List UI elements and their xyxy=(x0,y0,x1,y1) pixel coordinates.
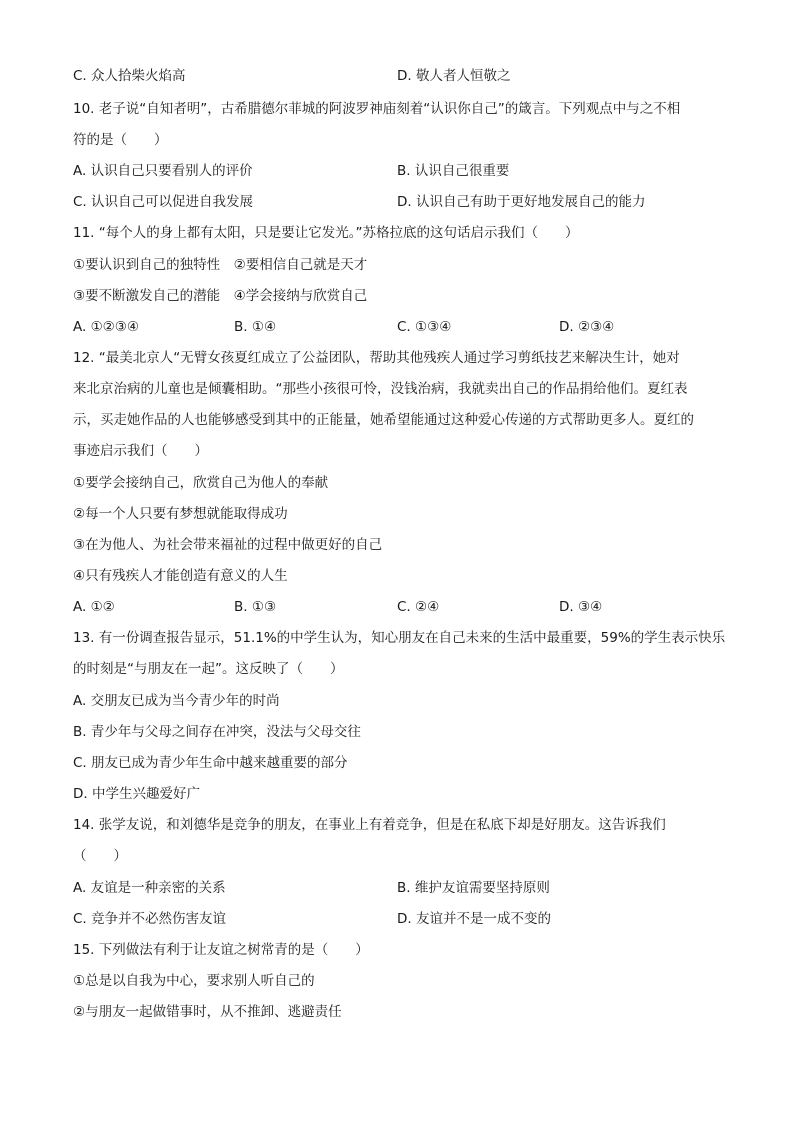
q13-stem-line1: 13. 有一份调查报告显示，51.1%的中学生认为，知心朋友在自己未来的生活中最重要，59%的学生表示快乐 xyxy=(73,630,726,646)
q10-option-a: A. 认识自己只要看别人的评价 xyxy=(73,163,253,179)
q12-statement-2: ②每一个人只要有梦想就能取得成功 xyxy=(73,506,288,522)
q12-option-b: B. ①③ xyxy=(234,599,277,615)
q14-stem-line2: （ ） xyxy=(73,848,127,864)
q10-option-d: D. 认识自己有助于更好地发展自己的能力 xyxy=(397,194,646,210)
q13-option-b: B. 青少年与父母之间存在冲突，没法与父母交往 xyxy=(73,724,361,740)
q10-option-b: B. 认识自己很重要 xyxy=(397,163,510,179)
q13-stem-line2: 的时刻是“与朋友在一起”。这反映了（ ） xyxy=(73,661,344,677)
q15-statement-1: ①总是以自我为中心，要求别人听自己的 xyxy=(73,973,315,989)
q12-statement-4: ④只有残疾人才能创造有意义的人生 xyxy=(73,568,288,584)
q10-stem-line2: 符的是（ ） xyxy=(73,132,168,148)
q13-option-d: D. 中学生兴趣爱好广 xyxy=(73,786,200,802)
q15-statement-2: ②与朋友一起做错事时，从不推卸、逃避责任 xyxy=(73,1004,342,1020)
q14-option-a: A. 友谊是一种亲密的关系 xyxy=(73,880,226,896)
q14-option-c: C. 竞争并不必然伤害友谊 xyxy=(73,911,227,927)
q12-stem-line2: 来北京治病的儿童也是倾囊相助。“那些小孩很可怜，没钱治病，我就卖出自己的作品捐给他们。夏红表 xyxy=(73,381,688,397)
q12-statement-3: ③在为他人、为社会带来福祉的过程中做更好的自己 xyxy=(73,537,383,553)
q12-option-c: C. ②④ xyxy=(397,599,440,615)
q12-stem-line1: 12. “最美北京人“无臂女孩夏红成立了公益团队，帮助其他残疾人通过学习剪纸技艺来解决生计，她对 xyxy=(73,350,680,366)
q14-stem-line1: 14. 张学友说，和刘德华是竞争的朋友，在事业上有着竞争，但是在私底下却是好朋友。这告诉我们 xyxy=(73,817,666,833)
q13-option-c: C. 朋友已成为青少年生命中越来越重要的部分 xyxy=(73,755,348,771)
q14-option-b: B. 维护友谊需要坚持原则 xyxy=(397,880,550,896)
q14-option-d: D. 友谊并不是一成不变的 xyxy=(397,911,551,927)
q11-stem: 11. “每个人的身上都有太阳，只是要让它发光。”苏格拉底的这句话启示我们（ ） xyxy=(73,225,579,241)
q11-option-d: D. ②③④ xyxy=(559,319,615,335)
q15-stem: 15. 下列做法有利于让友谊之树常青的是（ ） xyxy=(73,942,369,958)
q11-statements-line2: ③要不断激发自己的潜能 ④学会接纳与欣赏自己 xyxy=(73,288,368,304)
q11-option-a: A. ①②③④ xyxy=(73,319,139,335)
q12-stem-line4: 事迹启示我们（ ） xyxy=(73,443,208,459)
q12-statement-1: ①要学会接纳自己，欣赏自己为他人的奉献 xyxy=(73,475,329,491)
q12-option-d: D. ③④ xyxy=(559,599,603,615)
q9-option-d: D. 敬人者人恒敬之 xyxy=(397,68,511,84)
q12-stem-line3: 示，买走她作品的人也能够感受到其中的正能量，她希望能通过这种爱心传递的方式帮助更多人。夏红的 xyxy=(73,412,694,428)
q9-option-c: C. 众人拾柴火焰高 xyxy=(73,68,186,84)
q13-option-a: A. 交朋友已成为当今青少年的时尚 xyxy=(73,693,280,709)
q11-option-c: C. ①③④ xyxy=(397,319,452,335)
q10-option-c: C. 认识自己可以促进自我发展 xyxy=(73,194,254,210)
q11-option-b: B. ①④ xyxy=(234,319,277,335)
q10-stem-line1: 10. 老子说“自知者明”，古希腊德尔菲城的阿波罗神庙刻着“认识你自己”的箴言。下列观点中与之不相 xyxy=(73,101,681,117)
q12-option-a: A. ①② xyxy=(73,599,115,615)
q11-statements-line1: ①要认识到自己的独特性 ②要相信自己就是天才 xyxy=(73,257,368,273)
